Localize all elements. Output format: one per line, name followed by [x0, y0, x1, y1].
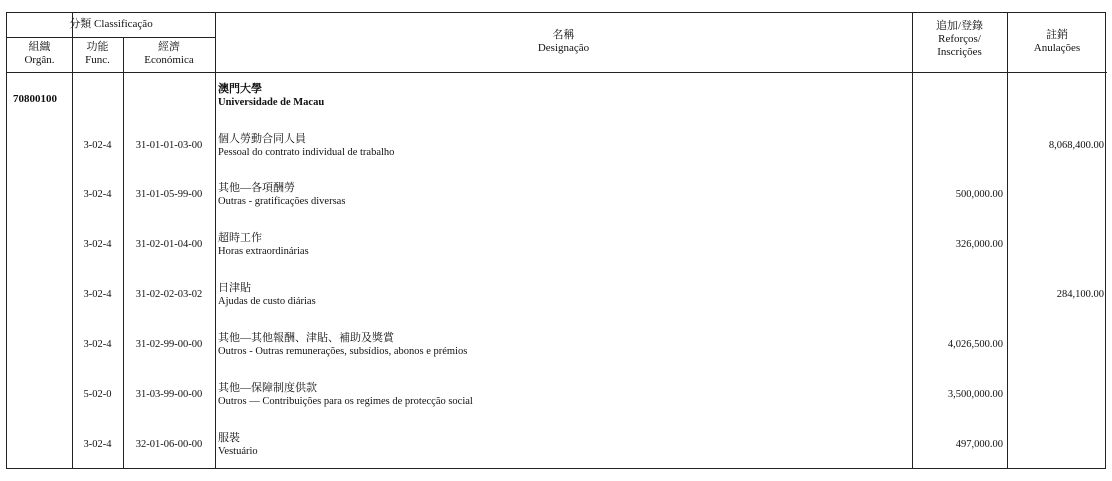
economic-code: 31-02-99-00-00	[135, 339, 203, 350]
economic-code: 31-01-05-99-00	[135, 189, 203, 200]
designation-pt: Outros - Outras remunerações, subsídios, abonos e prémios	[218, 346, 468, 357]
function-code: 3-02-4	[83, 189, 112, 200]
reforcos-header-zh: 追加/登錄	[935, 20, 984, 32]
function-code: 3-02-4	[83, 439, 112, 450]
function-code: 3-02-4	[83, 239, 112, 250]
reforcos-header-pt: Reforços/	[938, 33, 981, 45]
economic-code: 31-01-01-03-00	[135, 140, 203, 151]
header-divider	[7, 37, 215, 38]
organ-code: 70800100	[13, 93, 57, 105]
designation-pt: Outros — Contribuições para os regimes de protecção social	[218, 396, 473, 407]
organ-name-pt: Universidade de Macau	[218, 97, 325, 108]
header-bottom-line	[7, 72, 1107, 73]
reforcos-value: 497,000.00	[955, 439, 1003, 450]
reforcos-value: 3,500,000.00	[947, 389, 1003, 400]
designation-zh: 個人勞動合同人員	[218, 133, 306, 145]
organ-name-zh: 澳門大學	[218, 83, 262, 95]
function-header-pt: Func.	[85, 54, 110, 66]
designation-zh: 其他—其他報酬、津貼、補助及獎賞	[218, 332, 394, 344]
classification-header: 分類 Classificação	[69, 18, 153, 30]
designation-zh: 服裝	[218, 432, 240, 444]
function-code: 3-02-4	[83, 339, 112, 350]
anulacoes-value: 8,068,400.00	[1048, 140, 1104, 151]
designation-zh: 超時工作	[218, 232, 262, 244]
column-divider	[215, 13, 216, 468]
designation-pt: Vestuário	[218, 446, 258, 457]
designation-pt: Pessoal do contrato individual de trabalho	[218, 147, 395, 158]
economic-code: 31-03-99-00-00	[135, 389, 203, 400]
function-code: 3-02-4	[83, 289, 112, 300]
designation-header-pt: Designação	[537, 42, 590, 54]
anulacoes-header-zh: 註銷	[1046, 29, 1068, 41]
designation	[218, 382, 473, 408]
reforcos-value: 326,000.00	[955, 239, 1003, 250]
column-divider	[123, 37, 124, 468]
economic-code: 31-02-02-03-02	[135, 289, 203, 300]
designation-pt: Outras - gratificações diversas	[218, 196, 346, 207]
function-header	[72, 41, 123, 67]
economic-header	[123, 41, 215, 67]
organ-name	[218, 83, 324, 109]
organ-header-pt: Orgân.	[24, 54, 55, 66]
reforcos-value: 500,000.00	[955, 189, 1003, 200]
designation	[218, 133, 394, 159]
organ-header	[7, 41, 72, 67]
economic-header-zh: 經濟	[158, 41, 180, 53]
designation	[218, 282, 316, 308]
designation	[218, 332, 467, 358]
economic-header-pt: Económica	[144, 54, 194, 66]
reforcos-header	[912, 20, 1007, 59]
economic-code: 31-02-01-04-00	[135, 239, 203, 250]
economic-code: 32-01-06-00-00	[135, 439, 203, 450]
column-divider	[1007, 13, 1008, 468]
organ-header-zh: 組織	[28, 41, 51, 53]
anulacoes-header-pt: Anulações	[1033, 42, 1081, 54]
function-header-zh: 功能	[86, 41, 109, 53]
function-code: 3-02-4	[83, 140, 112, 151]
reforcos-header-pt: Inscrições	[937, 46, 982, 58]
designation-zh: 其他—各項酬勞	[218, 182, 295, 194]
designation	[218, 182, 345, 208]
designation-pt: Horas extraordinárias	[218, 246, 309, 257]
designation-header-zh: 名稱	[552, 29, 575, 41]
designation	[218, 232, 309, 258]
anulacoes-value: 284,100.00	[1056, 289, 1104, 300]
reforcos-value: 4,026,500.00	[947, 339, 1003, 350]
designation-pt: Ajudas de custo diárias	[218, 296, 316, 307]
anulacoes-header	[1007, 29, 1107, 55]
designation	[218, 432, 258, 458]
function-code: 5-02-0	[83, 389, 112, 400]
designation-header	[215, 29, 912, 55]
designation-zh: 日津貼	[218, 282, 251, 294]
designation-zh: 其他—保障制度供款	[218, 382, 317, 394]
budget-table	[6, 12, 1106, 469]
